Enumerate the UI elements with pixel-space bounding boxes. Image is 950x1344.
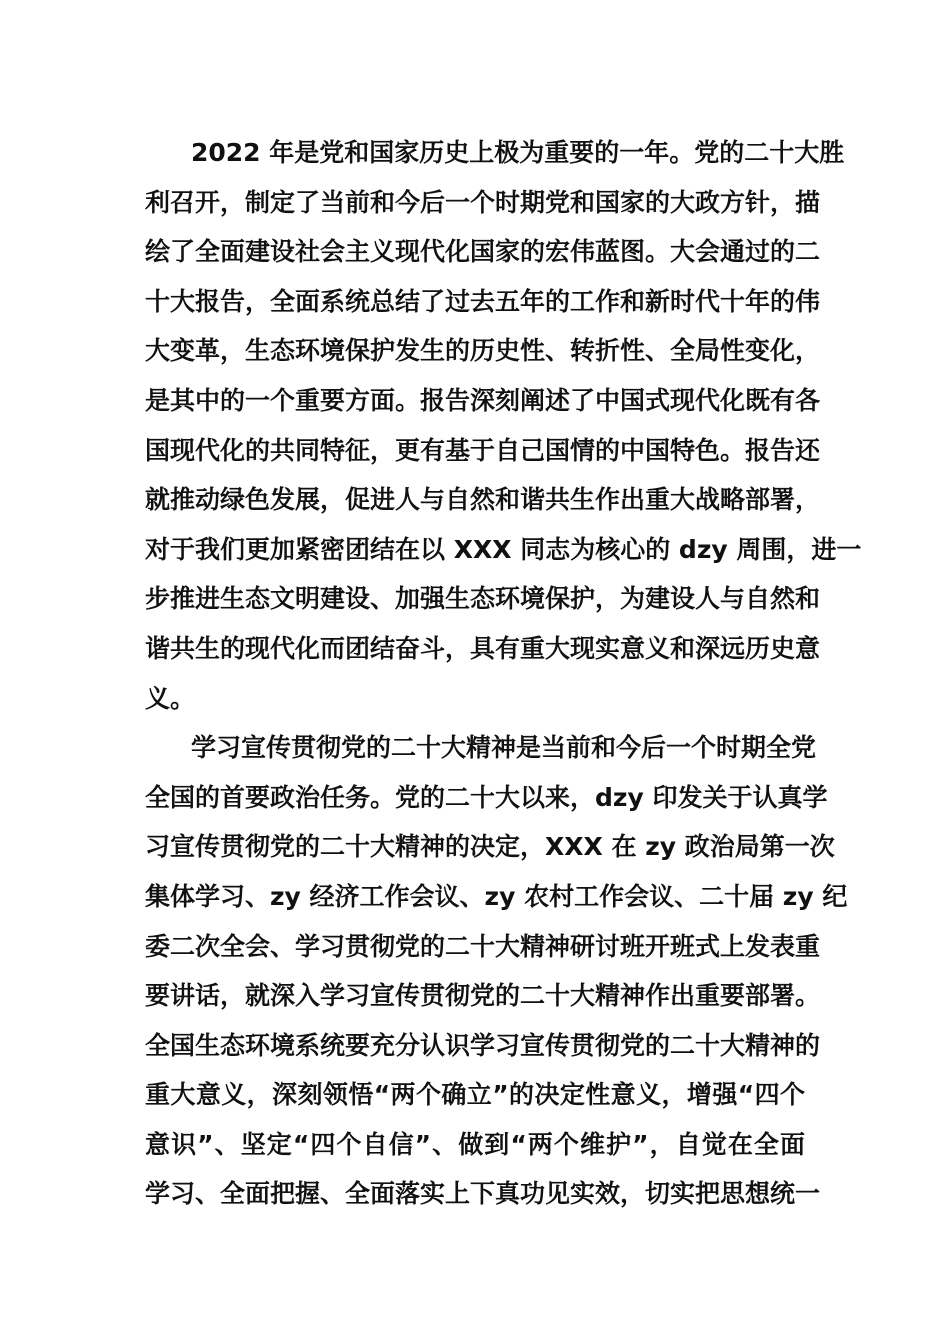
paragraph-1 xyxy=(145,128,862,723)
text-line: 是其中的一个重要方面。报告深刻阐述了中国式现代化既有各 xyxy=(145,385,821,415)
text-line: 2022 年是党和国家历史上极为重要的一年。党的二十大胜 xyxy=(191,138,845,167)
text-line: 意识”、坚定“四个自信”、做到“两个维护”，自觉在全面 xyxy=(145,1129,805,1159)
text-line: 就推动绿色发展，促进人与自然和谐共生作出重大战略部署， xyxy=(145,485,821,515)
text-line: 步推进生态文明建设、加强生态环境保护，为建设人与自然和 xyxy=(145,584,821,614)
text-line: 义。 xyxy=(145,683,196,713)
body-text xyxy=(145,128,862,1219)
text-line: 全国的首要政治任务。党的二十大以来，dzy 印发关于认真学 xyxy=(145,782,828,812)
text-line: 利召开，制定了当前和今后一个时期党和国家的大政方针，描 xyxy=(145,187,821,217)
text-line: 学习、全面把握、全面落实上下真功见实效，切实把思想统一 xyxy=(145,1179,821,1209)
text-line: 对于我们更加紧密团结在以 XXX 同志为核心的 dzy 周围，进一 xyxy=(145,534,862,564)
text-line: 习宣传贯彻党的二十大精神的决定，XXX 在 zy 政治局第一次 xyxy=(145,832,835,862)
text-line: 要讲话，就深入学习宣传贯彻党的二十大精神作出重要部署。 xyxy=(145,981,821,1011)
text-line: 大变革，生态环境保护发生的历史性、转折性、全局性变化， xyxy=(145,336,821,366)
text-line: 重大意义，深刻领悟“两个确立”的决定性意义，增强“四个 xyxy=(145,1080,805,1110)
text-line: 全国生态环境系统要充分认识学习宣传贯彻党的二十大精神的 xyxy=(145,1030,821,1060)
text-line: 委二次全会、学习贯彻党的二十大精神研讨班开班式上发表重 xyxy=(145,931,821,961)
text-line: 集体学习、zy 经济工作会议、zy 农村工作会议、二十届 zy 纪 xyxy=(145,881,848,911)
text-line: 学习宣传贯彻党的二十大精神是当前和今后一个时期全党 xyxy=(191,733,817,763)
paragraph-2 xyxy=(145,723,848,1219)
text-line: 谐共生的现代化而团结奋斗，具有重大现实意义和深远历史意 xyxy=(145,633,821,663)
text-line: 国现代化的共同特征，更有基于自己国情的中国特色。报告还 xyxy=(145,435,821,465)
text-line: 绘了全面建设社会主义现代化国家的宏伟蓝图。大会通过的二 xyxy=(145,237,821,267)
text-line: 十大报告，全面系统总结了过去五年的工作和新时代十年的伟 xyxy=(145,286,821,316)
